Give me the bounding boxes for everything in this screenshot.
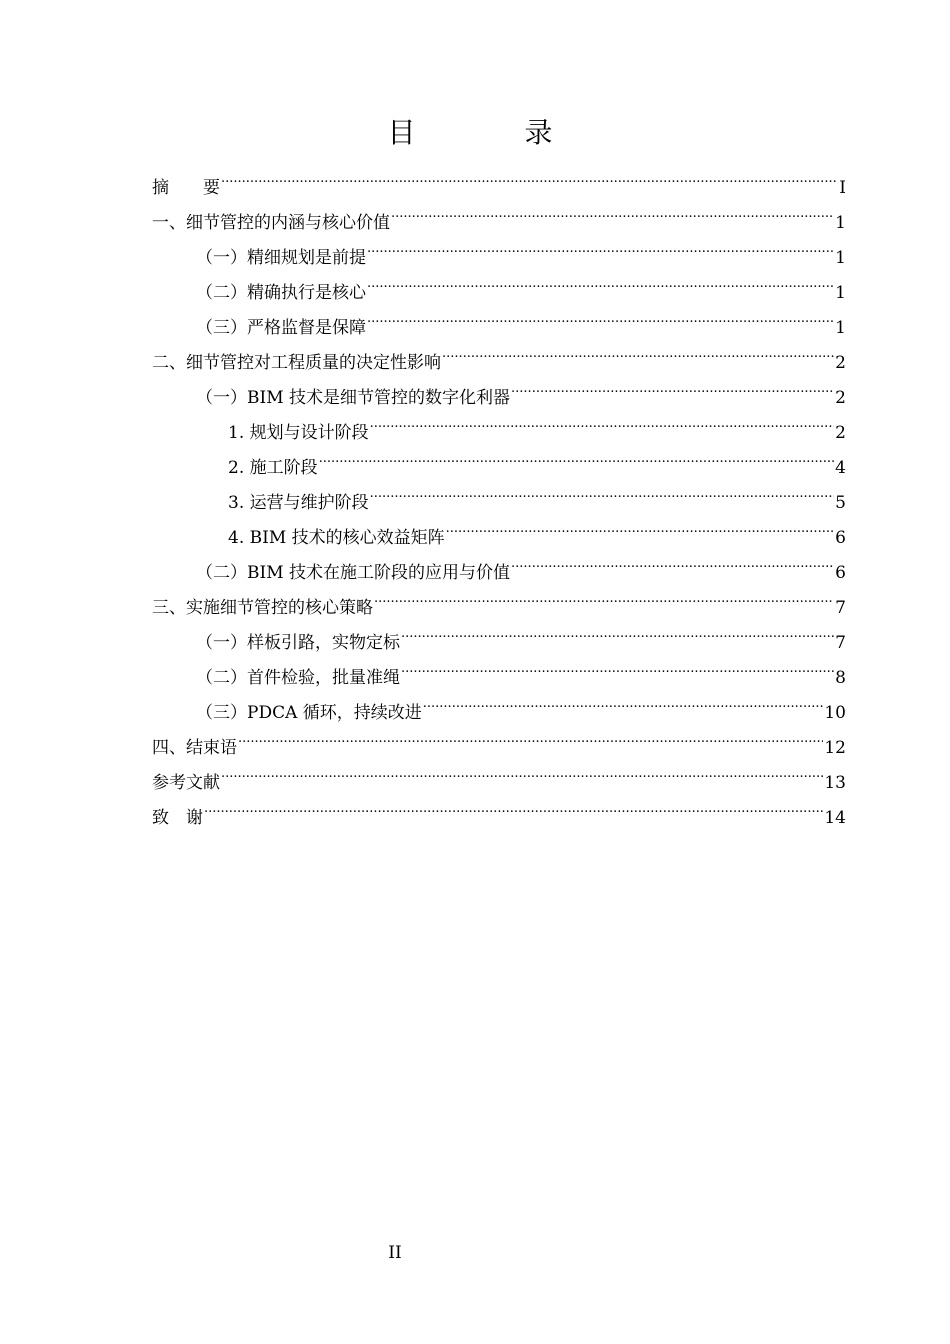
- toc-entry-label: 致 谢: [152, 808, 203, 828]
- toc-dot-leader: [511, 543, 834, 578]
- toc-dot-leader: [204, 788, 823, 823]
- toc-entry-page-number: 14: [824, 808, 846, 828]
- toc-entry-page-number: 1: [835, 213, 846, 233]
- toc-entry-label: 4. BIM 技术的核心效益矩阵: [228, 528, 445, 548]
- toc-entry-label: 二、细节管控对工程质量的决定性影响: [152, 353, 441, 373]
- toc-entry-label: （二）BIM 技术在施工阶段的应用与价值: [196, 563, 511, 583]
- toc-dot-leader: [423, 683, 824, 718]
- toc-entry-page-number: 1: [835, 318, 846, 338]
- toc-entry-label: 2. 施工阶段: [228, 458, 318, 478]
- toc-dot-leader: [238, 718, 823, 753]
- toc-entry-page-number: 8: [835, 668, 846, 688]
- toc-dot-leader: [511, 368, 834, 403]
- toc-entry-page-number: 10: [824, 703, 846, 723]
- toc-entry-page-number: 2: [835, 353, 846, 373]
- toc-dot-leader: [401, 613, 834, 648]
- toc-entry-page-number: 7: [835, 598, 846, 618]
- toc-entry-label: （二）精确执行是核心: [196, 283, 366, 303]
- table-of-contents: [152, 158, 846, 828]
- toc-entry[interactable]: [152, 718, 846, 758]
- toc-entry-label: （一）BIM 技术是细节管控的数字化利器: [196, 388, 511, 408]
- toc-entry-label: 参考文献: [152, 773, 220, 793]
- toc-dot-leader: [391, 193, 834, 228]
- toc-entry-label: 四、结束语: [152, 738, 237, 758]
- toc-dot-leader: [221, 158, 838, 193]
- toc-entry-page-number: 1: [835, 248, 846, 268]
- toc-entry-page-number: 13: [824, 773, 846, 793]
- toc-dot-leader: [319, 438, 835, 473]
- toc-entry-page-number: 6: [835, 563, 846, 583]
- toc-entry-page-number: 2: [835, 423, 846, 443]
- toc-entry[interactable]: [152, 788, 846, 828]
- toc-entry-label: 三、实施细节管控的核心策略: [152, 598, 373, 618]
- toc-entry-label: （三）PDCA 循环，持续改进: [196, 703, 422, 723]
- toc-entry-label: 一、细节管控的内涵与核心价值: [152, 213, 390, 233]
- toc-entry-page-number: 5: [835, 493, 846, 513]
- toc-dot-leader: [401, 648, 834, 683]
- toc-entry-label: 1. 规划与设计阶段: [228, 423, 369, 443]
- toc-entry-page-number: 12: [824, 738, 846, 758]
- toc-entry-label: （三）严格监督是保障: [196, 318, 366, 338]
- toc-dot-leader: [367, 298, 834, 333]
- toc-entry-label: 摘 要: [152, 178, 220, 198]
- toc-entry-page-number: 2: [835, 388, 846, 408]
- toc-entry[interactable]: [152, 193, 846, 233]
- page-title: 目 录: [387, 116, 603, 149]
- toc-dot-leader: [446, 508, 835, 543]
- toc-entry-label: （一）样板引路，实物定标: [196, 633, 400, 653]
- toc-dot-leader: [370, 473, 835, 508]
- toc-dot-leader: [367, 228, 834, 263]
- toc-entry-page-number: 7: [835, 633, 846, 653]
- footer-page-number: II: [388, 1243, 402, 1263]
- toc-entry-page-number: 6: [835, 528, 846, 548]
- toc-dot-leader: [370, 403, 835, 438]
- toc-dot-leader: [442, 333, 834, 368]
- toc-entry-label: 3. 运营与维护阶段: [228, 493, 369, 513]
- toc-dot-leader: [367, 263, 834, 298]
- toc-dot-leader: [221, 753, 823, 788]
- toc-entry-page-number: 4: [835, 458, 846, 478]
- toc-entry[interactable]: [152, 753, 846, 793]
- toc-entry-page-number: 1: [835, 283, 846, 303]
- toc-entry[interactable]: [152, 158, 846, 198]
- toc-entry-label: （一）精细规划是前提: [196, 248, 366, 268]
- toc-entry-page-number: I: [839, 178, 846, 198]
- toc-dot-leader: [374, 578, 834, 613]
- toc-entry-label: （二）首件检验，批量准绳: [196, 668, 400, 688]
